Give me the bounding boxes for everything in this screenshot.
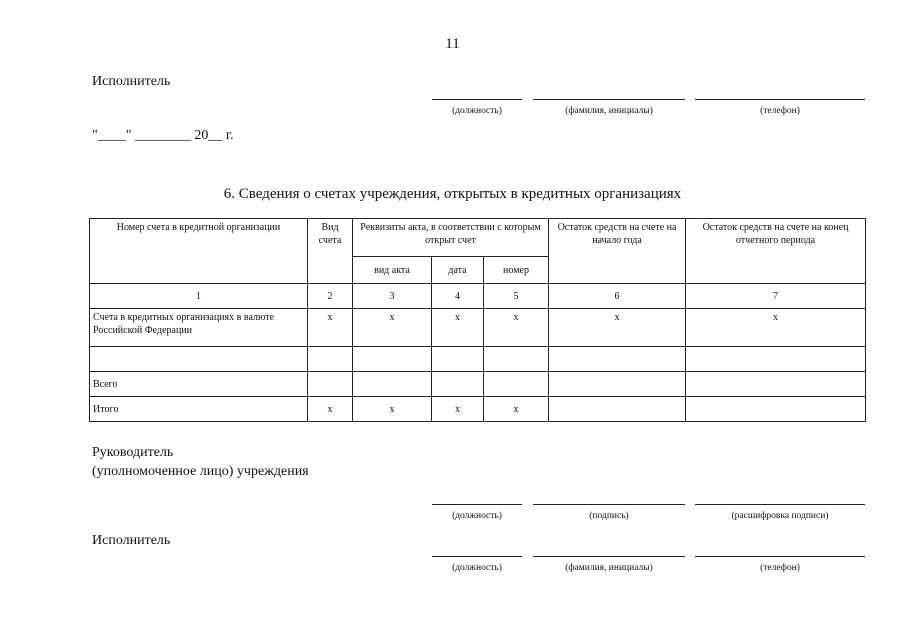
- table-row: [90, 347, 866, 372]
- executor-phone-line: [695, 556, 865, 557]
- bottom-executor-label: Исполнитель: [92, 533, 171, 548]
- table-cell: [432, 372, 484, 397]
- table-cell: x: [353, 397, 432, 422]
- table-cell: [686, 347, 866, 372]
- row-label: [90, 347, 308, 372]
- table-cell: x: [432, 397, 484, 422]
- executor-position-caption: (должность): [452, 563, 502, 573]
- table-cell: x: [353, 309, 432, 347]
- table-row-total: [90, 372, 866, 397]
- table-cell: x: [308, 397, 353, 422]
- row-label: Счета в кредитных организациях в валюте Российской Федерации: [90, 309, 308, 347]
- header-act-number: номер: [484, 257, 549, 284]
- row-label: Итого: [90, 397, 308, 422]
- column-number: 6: [549, 284, 686, 309]
- table-cell: [686, 372, 866, 397]
- header-balance-end: Остаток средств на счете на конец отчетного периода: [686, 219, 866, 284]
- header-act-date: дата: [432, 257, 484, 284]
- executor-position-line: [432, 556, 522, 557]
- table-cell: [549, 372, 686, 397]
- executor-label: Исполнитель: [92, 74, 171, 89]
- position-caption: (должность): [452, 106, 502, 116]
- phone-caption: (телефон): [760, 106, 800, 116]
- header-act-type: вид акта: [353, 257, 432, 284]
- table-cell: [353, 347, 432, 372]
- executor-name-caption: (фамилия, инициалы): [565, 563, 653, 573]
- table-row: [90, 309, 866, 347]
- table-cell: [353, 372, 432, 397]
- table-cell: x: [549, 309, 686, 347]
- head-position-caption: (должность): [452, 511, 502, 521]
- head-signature-transcript-line: [695, 504, 865, 505]
- column-number-row: [90, 284, 866, 309]
- section-title: 6. Сведения о счетах учреждения, открытых в кредитных организациях: [223, 186, 682, 202]
- executor-phone-caption: (телефон): [760, 563, 800, 573]
- column-number: 1: [90, 284, 308, 309]
- head-label: Руководитель: [92, 445, 174, 460]
- table-cell: [432, 347, 484, 372]
- page-number: 11: [445, 36, 460, 52]
- accounts-table: [89, 218, 866, 422]
- header-account-type: Вид счета: [308, 219, 353, 284]
- table-cell: [549, 397, 686, 422]
- head-signature-transcript-caption: (расшифровка подписи): [731, 511, 829, 521]
- table-cell: [308, 372, 353, 397]
- table-cell: x: [308, 309, 353, 347]
- table-cell: [686, 397, 866, 422]
- name-caption: (фамилия, инициалы): [565, 106, 653, 116]
- head-signature-line: [533, 504, 685, 505]
- name-line: [533, 99, 685, 100]
- column-number: 4: [432, 284, 484, 309]
- head-label-sub: (уполномоченное лицо) учреждения: [92, 464, 309, 479]
- table-cell: [484, 372, 549, 397]
- table-cell: [484, 347, 549, 372]
- table-cell: [308, 347, 353, 372]
- phone-line: [695, 99, 865, 100]
- date-line: "____" ________ 20__ г.: [92, 128, 234, 143]
- position-line: [432, 99, 522, 100]
- column-number: 3: [353, 284, 432, 309]
- header-act-details: Реквизиты акта, в соответствии с которым открыт счет: [353, 219, 549, 257]
- row-label: Всего: [90, 372, 308, 397]
- column-number: 5: [484, 284, 549, 309]
- table-cell: x: [484, 309, 549, 347]
- column-number: 2: [308, 284, 353, 309]
- table-row-grand-total: [90, 397, 866, 422]
- head-position-line: [432, 504, 522, 505]
- header-balance-start: Остаток средств на счете на начало года: [549, 219, 686, 284]
- table-cell: x: [432, 309, 484, 347]
- column-number: 7: [686, 284, 866, 309]
- table-cell: x: [686, 309, 866, 347]
- table-cell: [549, 347, 686, 372]
- header-account-number: Номер счета в кредитной организации: [90, 219, 308, 284]
- executor-name-line: [533, 556, 685, 557]
- table-cell: x: [484, 397, 549, 422]
- head-signature-caption: (подпись): [589, 511, 629, 521]
